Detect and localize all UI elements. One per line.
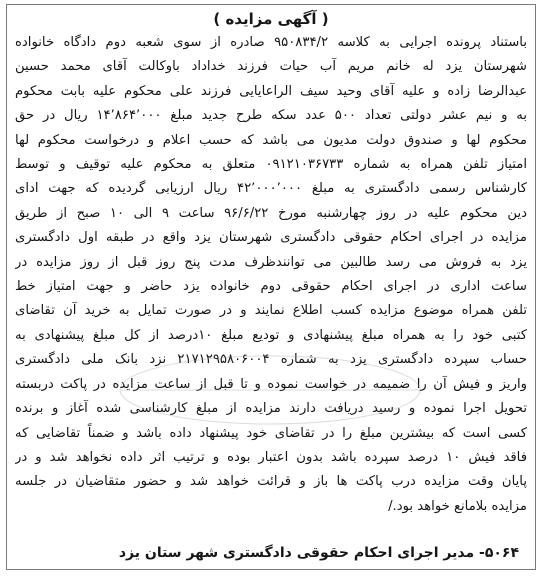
body-line: تلفن همراه موضوع مزایده کسب اطلاع نمایند و در صورت تمایل به خرید آن تقاضای: [15, 303, 527, 319]
body-line: عبدالرضا زاده و علیه آقای وحید سیف الراعایایی فرزند علی محکوم علیه بابت محکوم: [15, 83, 527, 99]
body-line: فاقد فیش ۱۰ درصد سپرده باشد بدون اعتبار بوده و ترتیب اثر داده نخواهد شد و در: [15, 449, 527, 465]
body-line: کارشناس رسمی دادگستری به مبلغ ۴۲٬۰۰۰٬۰۰۰ ریال ارزیابی گردیده که جهت ادای: [15, 181, 527, 197]
body-line: واریز و فیش آن را ضمیمه در خواست نموده و تا قبل از ساعت مزایده در پاکت دربسته: [15, 376, 527, 392]
body-line: حساب سپرده دادگستری یزد به شماره ۲۱۷۱۲۹۵۸۰۶۰۰۴ نزد بانک ملی دادگستری: [15, 352, 527, 368]
body-line: شهرستان یزد له خانم مریم آب حیات فرزند خداداد باوکالت آقای محمد حسین: [15, 59, 527, 75]
body-line: به و نیم عشر دولتی تعداد ۵۰۰ عدد سکه طرح جدید مبلغ ۱۴٬۸۶۴٬۰۰۰ ریال در حق: [15, 108, 527, 124]
body-line: یزد به فروش می رسد طالبین می توانندظرف مدت پنج روز قبل از روز مزایده در: [15, 254, 527, 270]
body-line: باستناد پرونده اجرایی به کلاسه ۹۵۰۸۳۴/۲ صادره از سوی شعبه دوم دادگاه خانواده: [15, 35, 527, 50]
body-line: ساعت اداری در اجرای احکام حقوقی دوم خانواده یزد حاضر و جهت امتیاز خط: [15, 279, 527, 295]
auction-notice: [6, 4, 536, 570]
body-line: پایان وقت مزایده درب پاکت ها باز و قرائت خواهد شد و حضور متقاضیان در جلسه: [15, 474, 527, 490]
notice-title: ( آگهی مزایده ): [213, 10, 329, 28]
body-line: کتبی خود را به همراه مبلغ پیشنهادی و تودیع مبلغ ۱۰درصد از کل مبلغ پیشنهادی به: [15, 327, 527, 343]
body-line: دین محکوم علیه در روز چهارشنبه مورخ ۹۶/۶/۲۲ ساعت ۹ الی ۱۰ صبح از طریق: [15, 205, 527, 221]
body-line: مزایده در اجرای احکام حقوقی دادگستری شهرستان یزد واقع در طبقه اول دادگستری: [15, 230, 527, 246]
body-line: کسی است که بیشترین مبلغ را در تقاضای خود پیشنهاد داده باشد و ضمناً تقاضایی که: [15, 425, 527, 441]
body-line: امتیاز تلفن همراه به شماره ۰۹۱۲۱۰۳۶۷۳۳ متعلق به محکوم علیه توقیف و توسط: [15, 157, 527, 173]
body-line: محکوم لها و صندوق دولت مدیون می باشد که حسب اعلام و درخواست محکوم لها: [15, 132, 527, 148]
body-line: تحویل اجرا نموده و رسید دریافت دارند مزایده از مبلغ کارشناسی شده آغاز و برنده: [15, 401, 527, 417]
body-line: مزایده بلامانع خواهد بود./: [388, 498, 527, 514]
notice-body: [15, 31, 527, 519]
notice-signature: ۵۰۶۴- مدیر اجرای احکام حقوقی دادگستری شهر ستان یزد: [118, 545, 519, 561]
